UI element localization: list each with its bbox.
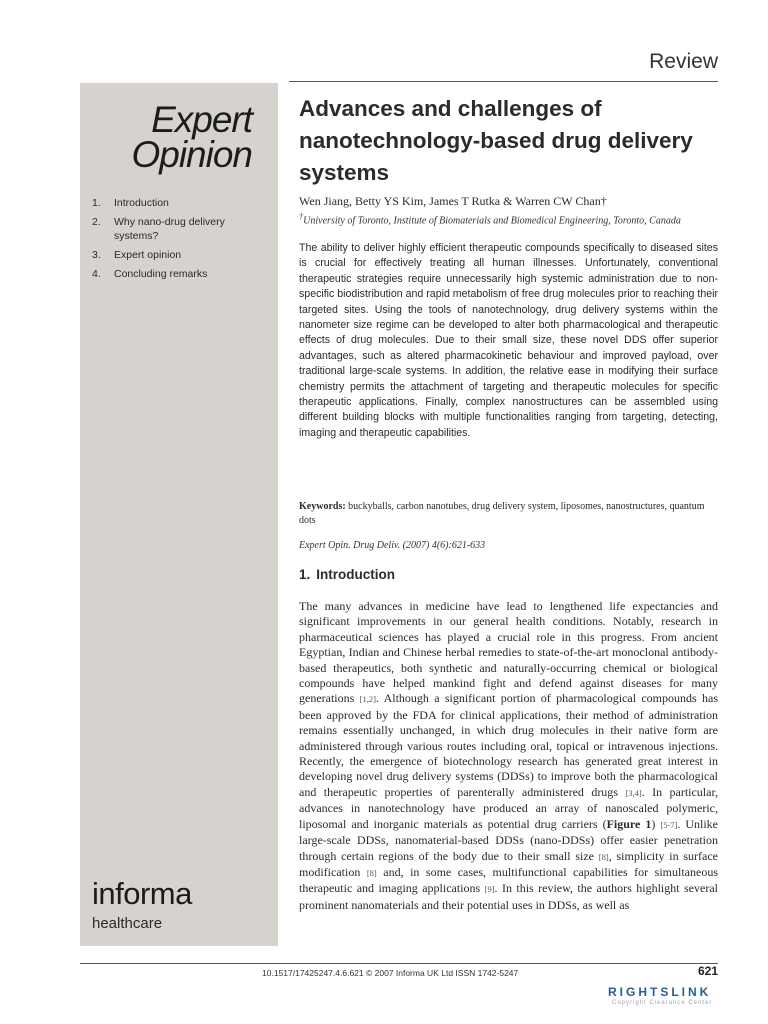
- body-text-segment: . In this review, the authors highlight several prominent nanomaterials and their potential uses in DDSs, as well as: [299, 881, 718, 912]
- publisher-logo: informa: [92, 876, 192, 911]
- toc-item-concluding-remarks[interactable]: [92, 267, 272, 281]
- figure-link[interactable]: Figure 1: [606, 816, 652, 831]
- journal-brand-line-1: Expert: [151, 99, 252, 140]
- citation: Expert Opin. Drug Deliv. (2007) 4(6):621-633: [299, 540, 486, 551]
- reference-link[interactable]: [8]: [366, 867, 377, 878]
- sidebar: [80, 83, 278, 946]
- toc-item-expert-opinion[interactable]: [92, 248, 272, 262]
- toc-label: Concluding remarks: [114, 268, 208, 280]
- reference-link[interactable]: [3,4]: [625, 787, 642, 798]
- section-heading-introduction: [299, 567, 718, 582]
- toc-number: 4.: [92, 268, 101, 280]
- body-text-segment: , simplicity in surface modification: [299, 848, 718, 879]
- body-text-segment: ): [651, 816, 656, 831]
- body-text-segment: . Although a significant portion of pharmacological compounds has been approved by the FDA for clinical applications, their method of administration remains essentially unchanged, in which drug molecules in their native form are administered through various routes including oral, topical or intravenous injections. Recently, the emergence of biotechnology research has generated great interest in developing novel drug delivery systems (DDSs) to improve both the pharmacological and therapeutic properties of parenterally administered drugs: [299, 691, 718, 799]
- toc-label: Introduction: [114, 197, 169, 209]
- article-authors: Wen Jiang, Betty YS Kim, James T Rutka & Warren CW Chan†: [299, 194, 607, 208]
- section-number: 1.: [299, 567, 311, 582]
- toc-item-why-nano[interactable]: [92, 215, 272, 243]
- author-affiliation: [299, 212, 718, 226]
- reference-link[interactable]: [1,2]: [359, 694, 376, 705]
- affiliation-mark: †: [299, 212, 304, 221]
- rightslink-logo[interactable]: RIGHTSLINK: [608, 985, 712, 999]
- keywords-list: buckyballs, carbon nanotubes, drug delivery system, liposomes, nanostructures, quantum dots: [299, 501, 705, 526]
- footer-rule: [80, 963, 718, 964]
- toc-number: 3.: [92, 249, 101, 261]
- toc-label: Why nano-drug delivery systems?: [114, 216, 225, 242]
- body-paragraph: [299, 599, 718, 913]
- toc-number: 2.: [92, 216, 101, 228]
- keywords-label: Keywords:: [299, 501, 346, 512]
- keywords: [299, 500, 718, 528]
- journal-brand-line-2: Opinion: [131, 134, 252, 175]
- toc-item-introduction[interactable]: [92, 196, 272, 210]
- footer-doi: 10.1517/17425247.4.6.621 © 2007 Informa UK Ltd ISSN 1742-5247: [262, 968, 519, 978]
- reference-link[interactable]: [5-7]: [660, 819, 678, 830]
- section-label: Review: [649, 50, 718, 73]
- table-of-contents: [92, 196, 272, 286]
- toc-label: Expert opinion: [114, 249, 182, 261]
- body-text-segment: . Unlike large-scale DDSs, nanomaterial-based DDSs (nano-DDSs) offer easier penetration through certain regions of the body due to their small size: [299, 816, 719, 863]
- reference-link[interactable]: [8]: [598, 851, 609, 862]
- affiliation-text: University of Toronto, Institute of Biomaterials and Biomedical Engineering, Toronto, Canada: [303, 215, 681, 227]
- section-title: Introduction: [316, 567, 395, 582]
- rightslink-tagline: Copyright Clearance Center: [612, 1000, 713, 1006]
- publisher-subtitle: healthcare: [92, 915, 163, 932]
- header-rule: [289, 81, 718, 82]
- article-title: Advances and challenges of nanotechnology-based drug delivery systems: [299, 96, 693, 185]
- abstract: The ability to deliver highly efficient therapeutic compounds specifically to diseased sites is crucial for effectively treating all human illnesses. Unfortunately, conventional therapeutic strategies require unnecessarily high systemic administration due to non-specific biodistribution and rapid metabolism of free drug molecules prior to reaching their targeted sites. Using the tools of nanotechnology, drug delivery systems within the nanometer size regime can be developed to alter both pharmacological and therapeutic effects of drug molecules. Due to their small size, these novel DDS offer superior advantages, such as altered pharmacokinetic behaviour and improved payload, over traditional large-scale systems. In addition, the relative ease in modifying their surface chemistry permits the attachment of targeting and therapeutic molecules for specific therapeutic applications. Finally, complex nanostructures can be assembled using different building blocks with multiple functionalities ranging from targeting, detecting, imaging and therapeutic capabilities.: [299, 242, 718, 439]
- body-text-segment: The many advances in medicine have lead to lengthened life expectancies and significant improvements in our general health conditions. Notably, research in pharmaceutical sciences has played a crucial role in this progress. From ancient Egyptian, Indian and Chinese herbal remedies to state-of-the-art monoclonal antibody-based therapeutics, both synthetic and naturally-occurring chemical or biological compounds have helped mankind fight and defend against diseases for many generations: [299, 599, 718, 706]
- toc-number: 1.: [92, 197, 101, 209]
- body-text-segment: . In particular, advances in nanotechnology have produced an array of nanoscaled polymeric, liposomal and inorganic materials as potential drug carriers (: [299, 784, 718, 831]
- body-text-segment: and, in some cases, multifunctional capabilities for simultaneous therapeutic and imaging applications: [299, 864, 718, 896]
- reference-link[interactable]: [9]: [484, 884, 495, 895]
- page-number: 621: [697, 964, 718, 978]
